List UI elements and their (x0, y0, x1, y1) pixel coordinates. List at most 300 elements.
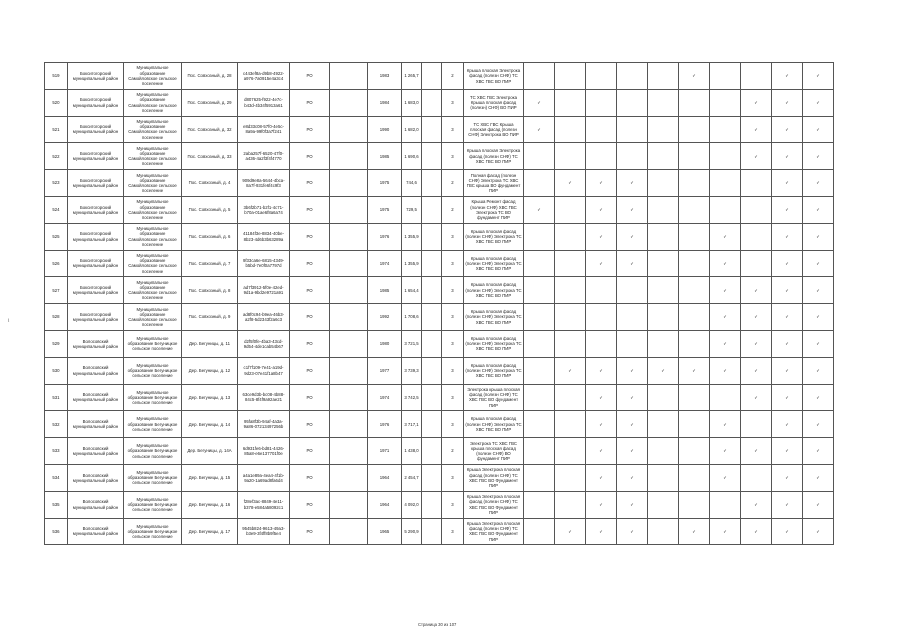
fias-code-cell: c1f7f109-7e41-a19d-9d23-07e41f1a8b47 (238, 357, 290, 384)
year-built-cell: 1975 (368, 196, 402, 223)
check-mark-icon: ✓ (599, 448, 603, 454)
empty-cell (330, 63, 368, 90)
check-mark-icon: ✓ (630, 234, 634, 240)
fias-code-cell: d807625-f922-4e7c-b43d-4b34f5913a61 (238, 89, 290, 116)
row-number: 522 (45, 143, 68, 170)
work-column-5-cell (648, 384, 679, 411)
work-column-9-cell (772, 143, 803, 170)
check-mark-icon: ✓ (630, 180, 634, 186)
ownership-type-cell: РО (290, 491, 330, 518)
district-cell: Бокситогорский муниципальный район (68, 170, 124, 197)
work-column-10-cell (803, 170, 834, 197)
work-column-5-cell (648, 170, 679, 197)
check-mark-icon: ✓ (754, 100, 758, 106)
year-built-cell: 1990 (368, 116, 402, 143)
empty-cell (422, 464, 442, 491)
check-mark-icon: ✓ (599, 260, 603, 266)
work-column-1-cell (524, 89, 555, 116)
check-mark-icon: ✓ (630, 528, 634, 534)
empty-cell (330, 518, 368, 545)
settlement-cell: Муниципальное образование Самойловское сельское поселение (124, 89, 182, 116)
total-area-cell: 1 683,0 (402, 89, 422, 116)
total-area-cell: 5 290,9 (402, 518, 422, 545)
empty-cell (422, 143, 442, 170)
work-column-9-cell (772, 277, 803, 304)
work-column-1-cell (524, 116, 555, 143)
year-built-cell: 1980 (368, 330, 402, 357)
check-mark-icon: ✓ (630, 502, 634, 508)
work-column-9-cell (772, 250, 803, 277)
district-cell: Волосовский муниципальный район (68, 357, 124, 384)
fias-code-cell: f28ef3ac-8849-4e11-b378-e584a58092c1 (238, 491, 290, 518)
work-column-9-cell (772, 330, 803, 357)
work-column-8-cell (741, 304, 772, 331)
settlement-cell: Муниципальное образование Самойловское сельское поселение (124, 196, 182, 223)
work-column-7-cell (710, 277, 741, 304)
work-column-5-cell (648, 357, 679, 384)
work-column-7-cell (710, 357, 741, 384)
settlement-cell: Муниципальное образование Бегуницкое сельское поселение (124, 491, 182, 518)
year-built-cell: 1971 (368, 438, 402, 465)
district-cell: Волосовский муниципальный район (68, 438, 124, 465)
total-area-cell: 3 742,5 (402, 384, 422, 411)
work-column-10-cell (803, 518, 834, 545)
table-row (45, 250, 834, 277)
works-list-cell: ТС ХВС ГВС Крыша плоская фасад (полезн СНФ) Электрока ВО ПИР (464, 116, 524, 143)
work-column-1-cell (524, 384, 555, 411)
settlement-cell: Муниципальное образование Самойловское сельское поселение (124, 63, 182, 90)
address-cell: Пос. Совхозный, д. 6 (182, 223, 238, 250)
check-mark-icon: ✓ (599, 207, 603, 213)
empty-cell (330, 357, 368, 384)
work-column-3-cell (586, 330, 617, 357)
works-list-cell: Крыша плоская фасад (полезн СНФ) Электрока ТС ХВС ГВС ВО ПИР (464, 277, 524, 304)
work-column-1-cell (524, 411, 555, 438)
check-mark-icon: ✓ (754, 153, 758, 159)
work-column-3-cell (586, 411, 617, 438)
work-column-2-cell (555, 384, 586, 411)
check-mark-icon: ✓ (816, 100, 820, 106)
empty-cell (422, 438, 442, 465)
row-number: 523 (45, 170, 68, 197)
work-column-5-cell (648, 89, 679, 116)
table-row (45, 116, 834, 143)
work-column-2-cell (555, 464, 586, 491)
table-row (45, 304, 834, 331)
check-mark-icon: ✓ (723, 287, 727, 293)
floors-cell: 2 (442, 196, 464, 223)
work-column-2-cell (555, 116, 586, 143)
empty-cell (422, 384, 442, 411)
work-column-10-cell (803, 357, 834, 384)
check-mark-icon: ✓ (692, 528, 696, 534)
work-column-10-cell (803, 196, 834, 223)
empty-cell (422, 304, 442, 331)
floors-cell: 2 (442, 63, 464, 90)
row-number: 531 (45, 384, 68, 411)
empty-cell (422, 357, 442, 384)
district-cell: Бокситогорский муниципальный район (68, 143, 124, 170)
work-column-3-cell (586, 63, 617, 90)
row-number: 536 (45, 518, 68, 545)
work-column-1-cell (524, 330, 555, 357)
district-cell: Бокситогорский муниципальный район (68, 304, 124, 331)
check-mark-icon: ✓ (723, 528, 727, 534)
row-number: 530 (45, 357, 68, 384)
work-column-8-cell (741, 464, 772, 491)
address-cell: Дер. Бегуницы, д. 16 (182, 491, 238, 518)
check-mark-icon: ✓ (723, 260, 727, 266)
work-column-2-cell (555, 250, 586, 277)
work-column-10-cell (803, 116, 834, 143)
check-mark-icon: ✓ (568, 528, 572, 534)
row-number: 534 (45, 464, 68, 491)
year-built-cell: 1975 (368, 170, 402, 197)
ownership-type-cell: РО (290, 89, 330, 116)
work-column-4-cell (617, 304, 648, 331)
check-mark-icon: ✓ (785, 368, 789, 374)
check-mark-icon: ✓ (692, 368, 696, 374)
work-column-5-cell (648, 438, 679, 465)
empty-cell (422, 411, 442, 438)
check-mark-icon: ✓ (630, 475, 634, 481)
check-mark-icon: ✓ (816, 260, 820, 266)
floors-cell: 3 (442, 223, 464, 250)
ownership-type-cell: РО (290, 223, 330, 250)
table-row (45, 196, 834, 223)
fias-code-cell: 63ce9d3b-bc08-4b88-84c5-8f4f9a92ae21 (238, 384, 290, 411)
work-column-1-cell (524, 464, 555, 491)
check-mark-icon: ✓ (816, 153, 820, 159)
work-column-6-cell (679, 357, 710, 384)
work-column-10-cell (803, 143, 834, 170)
address-cell: Пос. Совхозный, д. 32 (182, 116, 238, 143)
work-column-6-cell (679, 411, 710, 438)
fias-code-cell: 41184f3e-8834-40be-8b23-4d6b3b63289a (238, 223, 290, 250)
work-column-9-cell (772, 384, 803, 411)
work-column-8-cell (741, 196, 772, 223)
work-column-4-cell (617, 357, 648, 384)
fias-code-cell: a4a1e89a-4ea4-4f1b-9a20-1a69ad8fa6d4 (238, 464, 290, 491)
check-mark-icon: ✓ (754, 502, 758, 508)
check-mark-icon: ✓ (816, 207, 820, 213)
floors-cell: 3 (442, 250, 464, 277)
floors-cell: 3 (442, 143, 464, 170)
table-row (45, 518, 834, 545)
work-column-1-cell (524, 250, 555, 277)
work-column-4-cell (617, 438, 648, 465)
floors-cell: 3 (442, 277, 464, 304)
work-column-3-cell (586, 384, 617, 411)
work-column-8-cell (741, 143, 772, 170)
fias-code-cell: c443ef8a-d9b8-4922-a976-7a0915e4a3c4 (238, 63, 290, 90)
work-column-2-cell (555, 143, 586, 170)
work-column-6-cell (679, 143, 710, 170)
row-number: 528 (45, 304, 68, 331)
work-column-4-cell (617, 116, 648, 143)
check-mark-icon: ✓ (785, 421, 789, 427)
floors-cell: 3 (442, 357, 464, 384)
work-column-6-cell (679, 330, 710, 357)
district-cell: Волосовский муниципальный район (68, 384, 124, 411)
check-mark-icon: ✓ (723, 341, 727, 347)
work-column-7-cell (710, 170, 741, 197)
check-mark-icon: ✓ (785, 153, 789, 159)
work-column-8-cell (741, 411, 772, 438)
district-cell: Волосовский муниципальный район (68, 411, 124, 438)
floors-cell: 3 (442, 464, 464, 491)
work-column-3-cell (586, 277, 617, 304)
work-column-6-cell (679, 89, 710, 116)
district-cell: Бокситогорский муниципальный район (68, 277, 124, 304)
year-built-cell: 1964 (368, 464, 402, 491)
work-column-3-cell (586, 357, 617, 384)
total-area-cell: 1 690,6 (402, 143, 422, 170)
empty-cell (330, 304, 368, 331)
floors-cell: 2 (442, 438, 464, 465)
check-mark-icon: ✓ (754, 314, 758, 320)
settlement-cell: Муниципальное образование Бегуницкое сельское поселение (124, 411, 182, 438)
check-mark-icon: ✓ (754, 341, 758, 347)
check-mark-icon: ✓ (723, 234, 727, 240)
work-column-8-cell (741, 223, 772, 250)
ownership-type-cell: РО (290, 411, 330, 438)
check-mark-icon: ✓ (599, 421, 603, 427)
district-cell: Бокситогорский муниципальный район (68, 116, 124, 143)
address-cell: Дер. Бегуницы, д. 17 (182, 518, 238, 545)
work-column-9-cell (772, 223, 803, 250)
total-area-cell: 1 355,9 (402, 250, 422, 277)
address-cell: Дер. Бегуницы, д. 14 (182, 411, 238, 438)
settlement-cell: Муниципальное образование Самойловское сельское поселение (124, 170, 182, 197)
floors-cell: 3 (442, 304, 464, 331)
total-area-cell: 1 438,0 (402, 438, 422, 465)
settlement-cell: Муниципальное образование Самойловское сельское поселение (124, 277, 182, 304)
empty-cell (330, 116, 368, 143)
check-mark-icon: ✓ (599, 528, 603, 534)
ownership-type-cell: РО (290, 277, 330, 304)
work-column-7-cell (710, 63, 741, 90)
work-column-8-cell (741, 491, 772, 518)
district-cell: Бокситогорский муниципальный район (68, 89, 124, 116)
work-column-2-cell (555, 357, 586, 384)
works-list-cell: Крыша плоская фасад (полезн СНФ) Электрока ТС ХВС ГВС ВО ПИР (464, 250, 524, 277)
work-column-1-cell (524, 304, 555, 331)
row-number: 532 (45, 411, 68, 438)
empty-cell (330, 384, 368, 411)
check-mark-icon: ✓ (785, 448, 789, 454)
fias-code-cell: ad8f0c94-b9ea-46b3-a2f8-5d2343f2a6c3 (238, 304, 290, 331)
work-column-4-cell (617, 89, 648, 116)
work-column-1-cell (524, 518, 555, 545)
work-column-6-cell (679, 250, 710, 277)
table-row (45, 277, 834, 304)
work-column-6-cell (679, 223, 710, 250)
table-row (45, 89, 834, 116)
work-column-5-cell (648, 491, 679, 518)
district-cell: Волосовский муниципальный район (68, 464, 124, 491)
works-list-cell: Крыша плоская фасад (полезн СНФ) Электрока ТС ХВС ГВС ВО ПИР (464, 330, 524, 357)
work-column-7-cell (710, 196, 741, 223)
empty-cell (330, 491, 368, 518)
work-column-6-cell (679, 304, 710, 331)
works-list-cell: Полная фасад (полезн СНФ) Электрока ТС ХВС ГВС крыша ВО фундамент ПИР (464, 170, 524, 197)
works-list-cell: Электрока крыша плоская фасад (полезн СНФ) ТС ХВС ГВС ВО фундамент ПИР (464, 384, 524, 411)
address-cell: Дер. Бегуницы, д. 12 (182, 357, 238, 384)
total-area-cell: 1 355,9 (402, 223, 422, 250)
work-column-4-cell (617, 491, 648, 518)
table-row (45, 464, 834, 491)
work-column-8-cell (741, 63, 772, 90)
empty-cell (422, 277, 442, 304)
address-cell: Пос. Совхозный, д. 29 (182, 89, 238, 116)
work-column-2-cell (555, 63, 586, 90)
ownership-type-cell: РО (290, 438, 330, 465)
work-column-4-cell (617, 143, 648, 170)
district-cell: Бокситогорский муниципальный район (68, 196, 124, 223)
work-column-10-cell (803, 464, 834, 491)
empty-cell (422, 116, 442, 143)
check-mark-icon: ✓ (599, 502, 603, 508)
check-mark-icon: ✓ (785, 528, 789, 534)
work-column-4-cell (617, 411, 648, 438)
check-mark-icon: ✓ (754, 368, 758, 374)
total-area-cell: 3 739,3 (402, 357, 422, 384)
district-cell: Волосовский муниципальный район (68, 330, 124, 357)
check-mark-icon: ✓ (537, 126, 541, 132)
work-column-6-cell (679, 116, 710, 143)
total-area-cell: 1 682,0 (402, 116, 422, 143)
ownership-type-cell: РО (290, 518, 330, 545)
address-cell: Дер. Бегуницы, д. 15 (182, 464, 238, 491)
year-built-cell: 1964 (368, 491, 402, 518)
work-column-5-cell (648, 116, 679, 143)
check-mark-icon: ✓ (723, 314, 727, 320)
works-list-cell: Крыша Электрока плоская фасад (полезн СНФ) ТС ХВС ГВС ВО Фундамент ПИР (464, 518, 524, 545)
work-column-7-cell (710, 330, 741, 357)
fias-code-cell: ad7f3912-5f0e-42ed-9d1a-9bd2e9721a91 (238, 277, 290, 304)
ownership-type-cell: РО (290, 170, 330, 197)
work-column-6-cell (679, 277, 710, 304)
table-row (45, 438, 834, 465)
ownership-type-cell: РО (290, 357, 330, 384)
table-row (45, 357, 834, 384)
fias-code-cell: e8d33c08-57f0-4e5c-8a9a-99f0f3a7f241 (238, 116, 290, 143)
empty-cell (422, 170, 442, 197)
table-row (45, 143, 834, 170)
work-column-10-cell (803, 89, 834, 116)
fias-code-cell: 909d9e8a-5644-4bca-8a7f-931fe6f4c9f3 (238, 170, 290, 197)
check-mark-icon: ✓ (816, 528, 820, 534)
work-column-1-cell (524, 223, 555, 250)
settlement-cell: Муниципальное образование Самойловское сельское поселение (124, 223, 182, 250)
empty-cell (330, 196, 368, 223)
fias-code-cell: 9545b824-9613-49a3-b3e9-3f4ff8b9f5e4 (238, 518, 290, 545)
work-column-3-cell (586, 116, 617, 143)
check-mark-icon: ✓ (723, 421, 727, 427)
work-column-6-cell (679, 63, 710, 90)
address-cell: Пос. Совхозный, д. 4 (182, 170, 238, 197)
work-column-6-cell (679, 196, 710, 223)
work-column-2-cell (555, 89, 586, 116)
ownership-type-cell: РО (290, 464, 330, 491)
check-mark-icon: ✓ (816, 314, 820, 320)
work-column-4-cell (617, 63, 648, 90)
work-column-9-cell (772, 63, 803, 90)
floors-cell: 3 (442, 89, 464, 116)
work-column-5-cell (648, 411, 679, 438)
check-mark-icon: ✓ (785, 314, 789, 320)
ownership-type-cell: РО (290, 384, 330, 411)
check-mark-icon: ✓ (599, 368, 603, 374)
check-mark-icon: ✓ (785, 126, 789, 132)
check-mark-icon: ✓ (630, 368, 634, 374)
settlement-cell: Муниципальное образование Самойловское сельское поселение (124, 304, 182, 331)
work-column-10-cell (803, 384, 834, 411)
fias-code-cell: 9f33ca6e-6815-4349-b5bd-7e0f0a7797d (238, 250, 290, 277)
row-number: 521 (45, 116, 68, 143)
work-column-8-cell (741, 89, 772, 116)
work-column-3-cell (586, 89, 617, 116)
work-column-9-cell (772, 196, 803, 223)
work-column-8-cell (741, 170, 772, 197)
check-mark-icon: ✓ (785, 180, 789, 186)
check-mark-icon: ✓ (785, 207, 789, 213)
check-mark-icon: ✓ (816, 180, 820, 186)
page-margin-mark: ι (8, 318, 10, 324)
check-mark-icon: ✓ (537, 207, 541, 213)
work-column-10-cell (803, 223, 834, 250)
empty-cell (422, 491, 442, 518)
work-column-7-cell (710, 143, 741, 170)
works-list-cell: Крыша плоская Электрока фасад (полезн СНФ) ТС ХВС ГВС ВО ПИР (464, 143, 524, 170)
fias-code-cell: 2aba257f-6520-47f0-a436-4a2f3f4f4770 (238, 143, 290, 170)
work-column-9-cell (772, 89, 803, 116)
row-number: 525 (45, 223, 68, 250)
work-column-2-cell (555, 330, 586, 357)
address-cell: Пос. Совхозный, д. 33 (182, 143, 238, 170)
check-mark-icon: ✓ (785, 100, 789, 106)
work-column-5-cell (648, 250, 679, 277)
work-column-10-cell (803, 438, 834, 465)
work-column-2-cell (555, 223, 586, 250)
work-column-2-cell (555, 304, 586, 331)
check-mark-icon: ✓ (816, 394, 820, 400)
empty-cell (422, 518, 442, 545)
work-column-2-cell (555, 491, 586, 518)
work-column-5-cell (648, 223, 679, 250)
check-mark-icon: ✓ (630, 421, 634, 427)
page-footer: Страница 30 из 107 (418, 622, 457, 627)
work-column-6-cell (679, 438, 710, 465)
work-column-3-cell (586, 196, 617, 223)
work-column-9-cell (772, 170, 803, 197)
work-column-3-cell (586, 464, 617, 491)
work-column-1-cell (524, 438, 555, 465)
settlement-cell: Муниципальное образование Самойловское сельское поселение (124, 116, 182, 143)
work-column-4-cell (617, 464, 648, 491)
table-row (45, 223, 834, 250)
row-number: 535 (45, 491, 68, 518)
check-mark-icon: ✓ (816, 502, 820, 508)
check-mark-icon: ✓ (537, 100, 541, 106)
ownership-type-cell: РО (290, 116, 330, 143)
total-area-cell: 744,6 (402, 170, 422, 197)
work-column-4-cell (617, 196, 648, 223)
works-list-cell: Крыша плоская фасад (полезн СНФ) Электрока ТС ХВС ГВС ВО ПИР (464, 357, 524, 384)
work-column-10-cell (803, 491, 834, 518)
work-column-3-cell (586, 491, 617, 518)
